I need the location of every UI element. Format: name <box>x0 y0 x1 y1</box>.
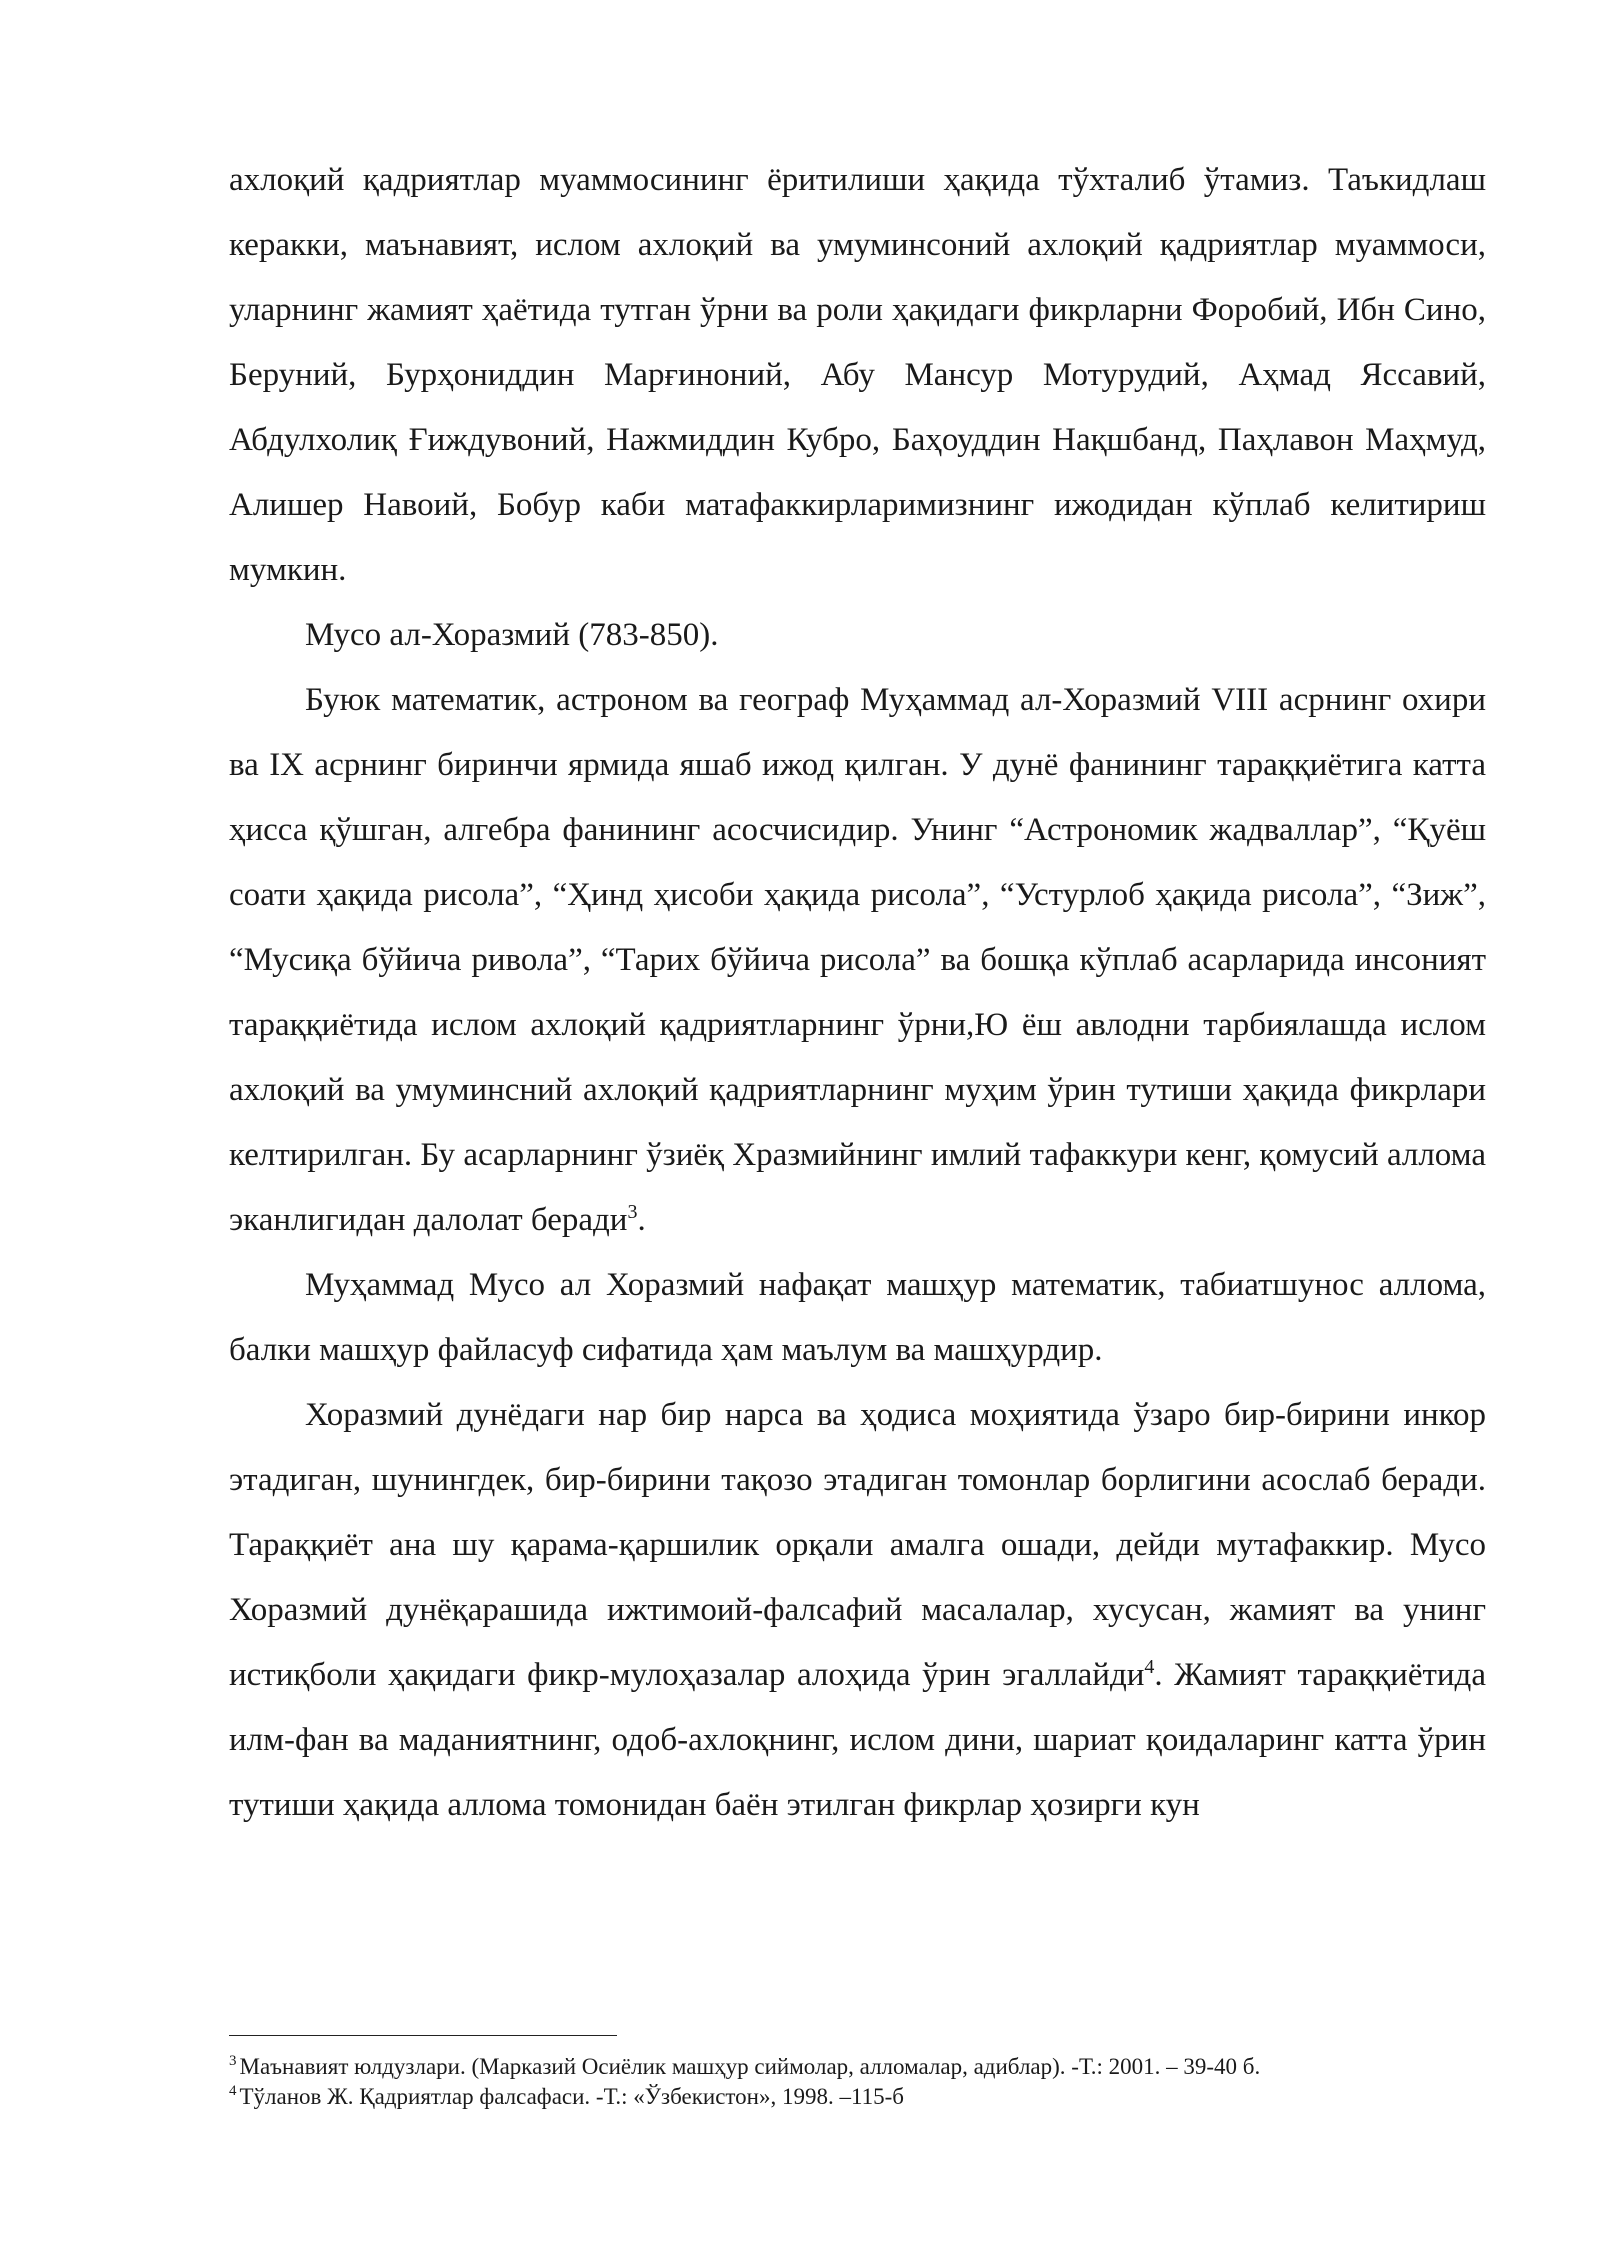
footnote-ref-4[interactable]: 4 <box>1144 1656 1155 1678</box>
footnote-3-text: Маънавият юлдузлари. (Марказий Осиёлик машҳур сиймолар, алломалар, адиблар). -Т.: 2001. – 39-40 б. <box>239 2054 1261 2079</box>
paragraph-5 <box>229 1383 1486 1838</box>
footnote-3 <box>229 2052 1486 2082</box>
footnotes <box>229 2052 1486 2112</box>
paragraph-1 <box>229 148 1486 603</box>
paragraph-3-text: Буюк математик, астроном ва географ Муҳаммад ал-Хоразмий VIII асрнинг охири ва IX асрнинг биринчи ярмида яшаб ижод қилган. У дунё фанининг тараққиётига катта ҳисса қўшган, алгебра фанининг асосчисидир. Унинг “Астрономик жадваллар”, “Қуёш соати ҳақида рисола”, “Ҳинд ҳисоби ҳақида рисола”, “Устурлоб ҳақида рисола”, “Зиж”, “Мусиқа бўйича ривола”, “Тарих бўйича рисола” ва бошқа кўплаб асарларида инсоният тараққиётида ислом ахлоқий қадриятларнинг ўрни,Ю ёш авлодни тарбиялашда ислом ахлоқий ва умуминсний ахлоқий қадриятларнинг муҳим ўрин тутиши ҳақида фикрлари келтирилган. Бу асарларнинг ўзиёқ Хразмийнинг имлий тафаккури кенг, қомусий аллома эканлигидан далолат беради <box>229 682 1486 1238</box>
paragraph-4-text: Муҳаммад Мусо ал Хоразмий нафақат машҳур математик, табиатшунос аллома, балки машҳур файласуф сифатида ҳам маълум ва машҳурдир. <box>229 1267 1486 1368</box>
footnote-separator <box>229 2035 617 2036</box>
footnote-4-text: Тўланов Ж. Қадриятлар фалсафаси. -Т.: «Ўзбекистон», 1998. –115-б <box>239 2084 904 2109</box>
paragraph-5-tail: . Жамият тараққиётида илм-фан ва маданиятнинг, одоб-ахлоқнинг, ислом дини, шариат қоидаларинг катта ўрин тутиши ҳақида аллома томонидан баён этилган фикрлар ҳозирги кун <box>229 1657 1486 1823</box>
paragraph-3-tail: . <box>637 1202 646 1238</box>
paragraph-5-text: Хоразмий дунёдаги нар бир нарса ва ҳодиса моҳиятида ўзаро бир-бирини инкор этадиган, шунингдек, бир-бирини тақозо этадиган томонлар борлигини асослаб беради. Тараққиёт ана шу қарама-қаршилик орқали амалга ошади, дейди мутафаккир. Мусо Хоразмий дунёқарашида ижтимоий-фалсафий масалалар, хусусан, жамият ва унинг истиқболи ҳақидаги фикр-мулоҳазалар алоҳида ўрин эгаллайди <box>229 1397 1486 1693</box>
paragraph-1-text: ахлоқий қадриятлар муаммосининг ёритилиши ҳақида тўхталиб ўтамиз. Таъкидлаш керакки, маънавият, ислом ахлоқий ва умуминсоний ахлоқий қадриятлар муаммоси, уларнинг жамият ҳаётида тутган ўрни ва роли ҳақидаги фикрларни Форобий, Ибн Сино, Беруний, Бурҳониддин Марғиноний, Абу Мансур Мотурудий, Аҳмад Яссавий, Абдулхолиқ Ғиждувоний, Нажмиддин Кубро, Баҳоуддин Нақшбанд, Паҳлавон Маҳмуд, Алишер Навоий, Бобур каби матафаккирларимизнинг ижодидан кўплаб келитириш мумкин. <box>229 162 1486 588</box>
footnote-3-number: 3 <box>229 2053 237 2070</box>
footnote-ref-3[interactable]: 3 <box>627 1201 638 1223</box>
footnote-4-number: 4 <box>229 2083 237 2100</box>
paragraph-4 <box>229 1253 1486 1383</box>
page-body <box>229 148 1486 1838</box>
paragraph-2-text: Мусо ал-Хоразмий (783-850). <box>305 617 719 653</box>
footnote-4 <box>229 2082 1486 2112</box>
paragraph-3 <box>229 668 1486 1253</box>
paragraph-2-heading <box>229 603 1486 668</box>
